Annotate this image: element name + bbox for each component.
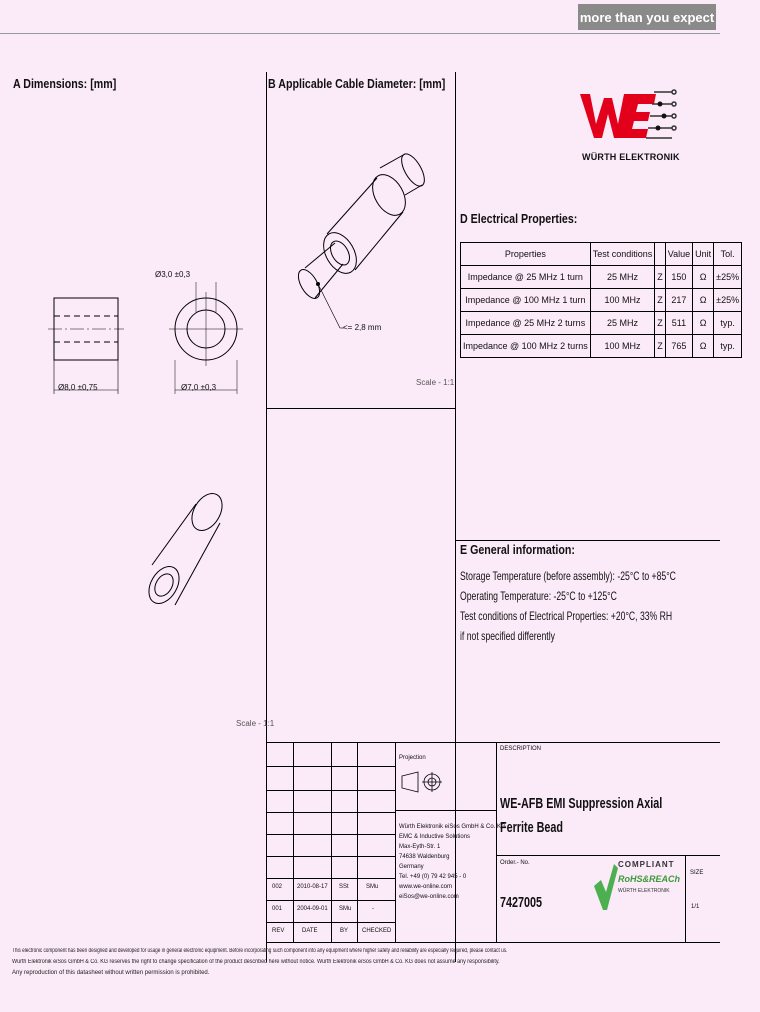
length-label: Ø8,0 ±0,75 xyxy=(58,383,98,392)
rev-cell: REV xyxy=(272,928,285,934)
rev-cell: SSt xyxy=(339,884,349,890)
company-address xyxy=(399,822,506,902)
header-cell: Test conditions xyxy=(590,243,655,266)
table-cell: Ω xyxy=(693,312,714,335)
slogan-banner: more than you expect xyxy=(578,4,716,30)
tb-row xyxy=(266,790,395,791)
table-cell: 100 MHz xyxy=(590,289,655,312)
address-line: eiSos@we-online.com xyxy=(399,894,459,900)
table-cell: 150 xyxy=(665,266,692,289)
general-line: Storage Temperature (before assembly): -25°C to +85°C xyxy=(460,569,676,583)
table-row xyxy=(461,266,742,289)
tb-row xyxy=(266,834,395,835)
section-e-title: E General information: xyxy=(460,542,575,557)
table-cell: Ω xyxy=(693,335,714,358)
table-cell: Ω xyxy=(693,289,714,312)
tb-row xyxy=(496,855,720,856)
table-cell: 217 xyxy=(665,289,692,312)
table-header-row xyxy=(461,243,742,266)
titleblock-top xyxy=(266,742,720,743)
tb-row xyxy=(266,812,395,813)
rohs-sub-label: WÜRTH ELEKTRONIK xyxy=(618,888,670,894)
cable-drawing xyxy=(285,140,455,350)
divider-h2 xyxy=(455,540,720,541)
wurth-logo xyxy=(578,84,678,146)
tb-row xyxy=(266,856,395,857)
divider-v1 xyxy=(266,72,267,962)
table-cell: Ω xyxy=(693,266,714,289)
general-line: Operating Temperature: -25°C to +125°C xyxy=(460,589,617,603)
bead-upper-edge xyxy=(327,178,377,234)
rohs-label: RoHS&REACh xyxy=(618,874,680,884)
rohs-badge xyxy=(592,858,680,916)
table-cell: Z xyxy=(655,266,666,289)
address-line: Germany xyxy=(399,864,424,870)
table-cell: Z xyxy=(655,335,666,358)
table-cell: 511 xyxy=(665,312,692,335)
bead-front-face xyxy=(317,227,363,279)
tb-col4 xyxy=(395,742,396,942)
rev-cell: CHECKED xyxy=(362,928,392,934)
table-cell: Impedance @ 100 MHz 1 turn xyxy=(461,289,591,312)
address-line: 74638 Waldenburg xyxy=(399,854,450,860)
tb-col6 xyxy=(685,855,686,942)
rev-cell: SMu xyxy=(366,884,379,890)
outer-diameter-label: Ø7,0 ±0,3 xyxy=(181,383,217,392)
table-cell: ±25% xyxy=(714,289,742,312)
footer-line: Würth Elektronik eiSos GmbH & Co. KG reserves the right to change specification of the product described here without notice. Würth Elektronik eiSos GmbH & Co. KG does not assume any responsibility. xyxy=(12,959,500,965)
header-cell: Value xyxy=(665,243,692,266)
projection-label: Projection xyxy=(399,755,426,761)
tb-col3 xyxy=(357,742,358,942)
product-description: WE-AFB EMI Suppression Axial Ferrite Bead xyxy=(500,795,663,836)
table-row xyxy=(461,335,742,358)
section-b-title: B Applicable Cable Diameter: [mm] xyxy=(268,76,446,91)
address-line: www.we-online.com xyxy=(399,884,453,890)
tb-row xyxy=(266,766,395,767)
section-d-title: D Electrical Properties: xyxy=(460,211,578,226)
scale-b: Scale - 1:1 xyxy=(416,378,455,387)
general-line: if not specified differently xyxy=(460,629,555,643)
table-cell: 25 MHz xyxy=(590,266,655,289)
size-label: SIZE xyxy=(690,870,704,876)
isometric-drawing xyxy=(140,490,240,630)
top-rule xyxy=(0,33,720,34)
page-number: 1/1 xyxy=(691,904,700,910)
table-cell: 100 MHz xyxy=(590,335,655,358)
general-info xyxy=(460,566,760,646)
address-line: Würth Elektronik eiSos GmbH & Co. KG xyxy=(399,824,506,830)
rev-cell: 001 xyxy=(272,906,283,912)
tb-row xyxy=(266,878,395,879)
inner-diameter-label: Ø3,0 ±0,3 xyxy=(155,270,191,279)
logo-text: WÜRTH ELEKTRONIK xyxy=(582,152,680,162)
rev-cell: BY xyxy=(340,928,349,934)
footer-line: Any reproduction of this datasheet without written permission is prohibited. xyxy=(12,970,210,976)
footer-line: This electronic component has been designed and developed for usage in general electronic equipment. Before incorporating such component into any equipment where higher safety and reliability are especially required, please contact us. xyxy=(12,948,508,954)
tb-row xyxy=(395,810,496,811)
bead-back-face xyxy=(186,488,229,536)
rev-cell: 2004-09-01 xyxy=(297,906,328,912)
rev-cell: - xyxy=(372,906,374,912)
table-cell: typ. xyxy=(714,312,742,335)
table-cell: Z xyxy=(655,312,666,335)
tb-row xyxy=(266,900,395,901)
table-cell: Z xyxy=(655,289,666,312)
order-number: 7427005 xyxy=(500,894,543,911)
projection-symbol xyxy=(400,766,444,798)
bead-side-view xyxy=(54,298,118,360)
header-cell xyxy=(655,243,666,266)
address-line: Max-Eyth-Str. 1 xyxy=(399,844,441,850)
table-cell: 25 MHz xyxy=(590,312,655,335)
header-cell: Properties xyxy=(461,243,591,266)
scale-c: Scale - 1:1 xyxy=(236,719,275,728)
rev-cell: 002 xyxy=(272,884,283,890)
header-cell: Unit xyxy=(693,243,714,266)
address-line: EMC & Inductive Solutions xyxy=(399,834,471,840)
rev-cell: SMu xyxy=(339,906,352,912)
section-a-title: A Dimensions: [mm] xyxy=(13,76,117,91)
table-cell: typ. xyxy=(714,335,742,358)
tb-bottom xyxy=(266,942,720,943)
address-line: Tel. +49 (0) 79 42 945 - 0 xyxy=(399,874,467,880)
bead-lower-edge xyxy=(355,212,403,270)
header-cell: Tol. xyxy=(714,243,742,266)
footer-disclaimer xyxy=(12,946,712,979)
table-row xyxy=(461,312,742,335)
order-label: Order.- No. xyxy=(500,860,530,866)
rev-cell: 2010-08-17 xyxy=(297,884,328,890)
tb-col2 xyxy=(331,742,332,942)
table-cell: Impedance @ 25 MHz 2 turns xyxy=(461,312,591,335)
table-cell: Impedance @ 100 MHz 2 turns xyxy=(461,335,591,358)
tb-row xyxy=(266,922,395,923)
cable-diameter-label: <= 2,8 mm xyxy=(343,323,382,332)
table-cell: ±25% xyxy=(714,266,742,289)
bead-iso-front xyxy=(143,561,186,609)
check-icon xyxy=(592,862,618,912)
table-cell: 765 xyxy=(665,335,692,358)
tb-col1 xyxy=(293,742,294,942)
table-cell: Impedance @ 25 MHz 1 turn xyxy=(461,266,591,289)
rev-cell: DATE xyxy=(302,928,318,934)
description-label: DESCRIPTION xyxy=(500,746,542,752)
general-line: Test conditions of Electrical Properties: +20°C, 33% RH xyxy=(460,609,673,623)
electrical-properties-table xyxy=(460,242,742,358)
compliant-label: COMPLIANT xyxy=(618,860,675,869)
divider-h1 xyxy=(266,408,456,409)
table-row xyxy=(461,289,742,312)
